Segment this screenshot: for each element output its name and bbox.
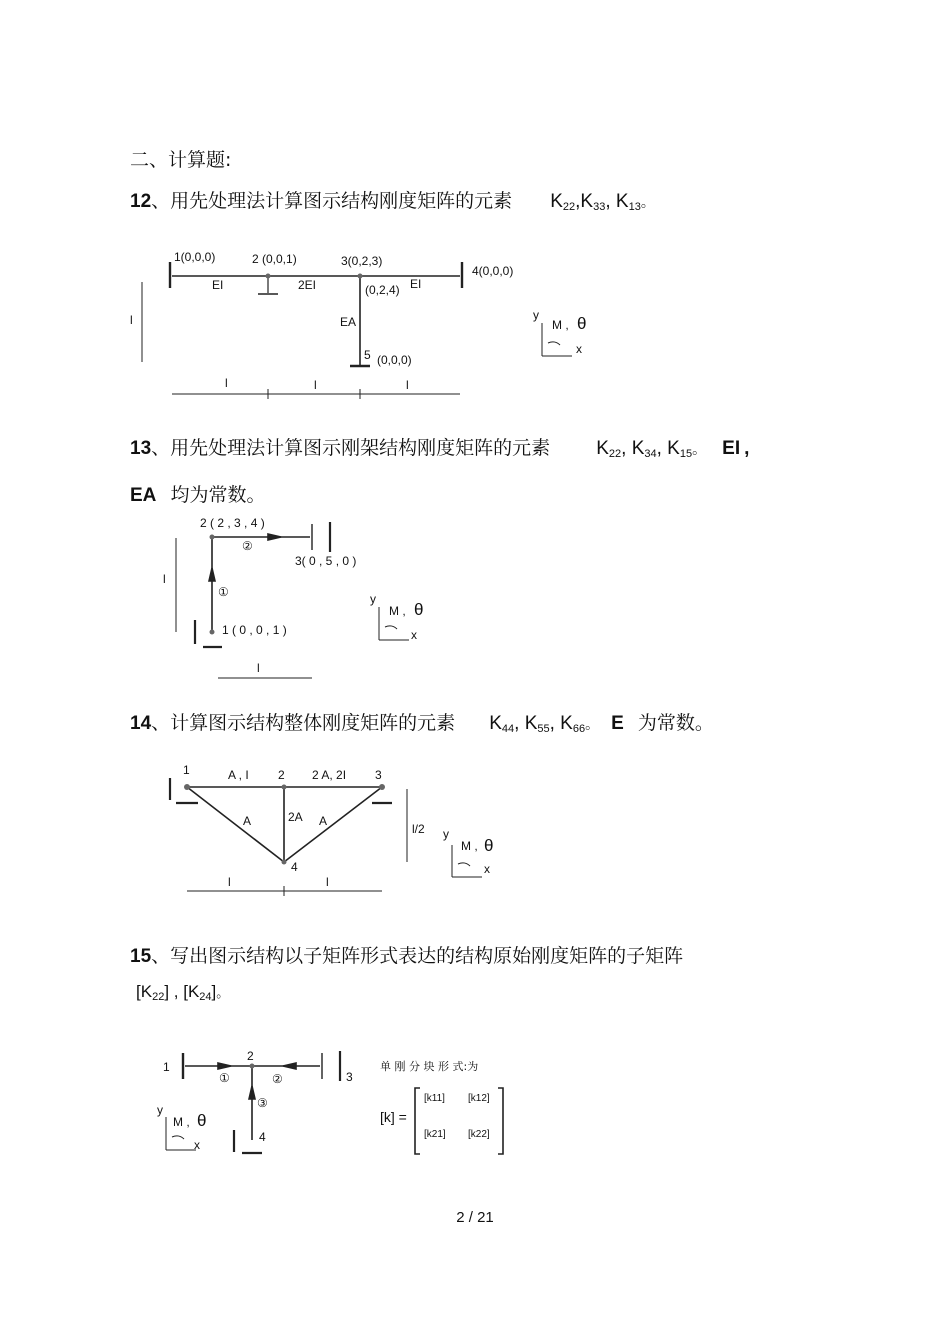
q14-axis-y-label: y xyxy=(443,827,449,841)
q12-axis-m-label: M , xyxy=(552,318,569,332)
q15-number: 15 xyxy=(130,946,152,967)
q12-node-5-code: (0,0,0) xyxy=(377,353,412,367)
q12-ei-2: 2EI xyxy=(298,278,317,292)
q15-k12: [k12] xyxy=(468,1093,490,1104)
q14-number: 14 xyxy=(130,713,152,734)
q13-node-2: 2 ( 2 , 3 , 4 ) xyxy=(200,516,265,530)
q15-matrix-bracket-right xyxy=(498,1088,503,1154)
q13-number: 13 xyxy=(130,438,152,459)
q15-text: 、写出图示结构以子矩阵形式表达的结构原始刚度矩阵的子矩阵 xyxy=(151,945,684,967)
q12-end: 。 xyxy=(640,195,655,211)
q14-axis-x-label: x xyxy=(484,862,490,876)
q15-end: 。 xyxy=(216,985,230,1000)
q14-vertical-area: 2A xyxy=(288,810,303,824)
q13-comma: , xyxy=(744,438,750,459)
q13-arrow-1 xyxy=(209,568,215,581)
q12-dim-l-2: l xyxy=(314,378,317,392)
q12-text: 、用先处理法计算图示结构刚度矩阵的元素 xyxy=(151,190,513,212)
q13-element-3: , $K_{15}$ xyxy=(656,438,693,460)
q14-diag-right xyxy=(284,787,382,862)
q14-top-left-section: A , I xyxy=(228,768,249,782)
q15-block-form-label: 单 刚 分 块 形 式:为 xyxy=(380,1060,479,1073)
q14-dim-l-1: l xyxy=(228,875,231,889)
q13-node-3: 3( 0 , 5 , 0 ) xyxy=(295,554,357,568)
q15-node-2: 2 xyxy=(247,1049,254,1063)
q12-node-2: 2 (0,0,1) xyxy=(252,252,297,266)
q14-constant-note: 为常数。 xyxy=(637,712,714,734)
q13-axis-m-label: M , xyxy=(389,604,406,618)
q12-element-2: $,K_{33}$ xyxy=(575,191,606,213)
q15-theta-label: θ xyxy=(197,1111,207,1130)
q14-element-3: , $K_{66}$ xyxy=(549,713,586,735)
q13-statement xyxy=(130,433,749,460)
q13-axis-y-label: y xyxy=(370,592,376,606)
q15-axis-x-label: x xyxy=(194,1138,200,1152)
q14-axis-m-label: M , xyxy=(461,839,478,853)
q15-node-4: 4 xyxy=(259,1130,266,1144)
section-heading: 二、计算题: xyxy=(130,149,232,171)
q14-node-4: 4 xyxy=(291,860,298,874)
q14-statement xyxy=(130,708,714,735)
q15-k22-block: [k22] xyxy=(468,1129,490,1140)
q15-k11: [k11] xyxy=(424,1093,445,1104)
q14-dim-half: l/2 xyxy=(412,822,425,836)
q15-statement-line2: $[K_{22}]$ , $[K_{24}]$。 xyxy=(136,982,230,1003)
q12-node-1: 1(0,0,0) xyxy=(174,250,216,264)
q12-element-3: , $K_{13}$ xyxy=(605,191,641,213)
q14-theta-label: θ xyxy=(484,836,494,855)
q13-dim-l-vertical: l xyxy=(163,572,166,586)
q14-node-1: 1 xyxy=(183,763,190,777)
q13-constant-note: 均为常数。 xyxy=(170,484,266,506)
q15-k24: K xyxy=(187,982,200,1001)
q15-k24-sub: 24 xyxy=(199,991,212,1003)
q13-dim-l-horizontal: l xyxy=(257,661,260,675)
q14-element-1: $K_{44}$ xyxy=(489,713,515,735)
q12-dim-l-vertical: l xyxy=(130,313,133,327)
q13-end: 。 xyxy=(692,442,707,458)
q12-axis-x-label: x xyxy=(576,342,582,356)
q15-axis-m-label: M , xyxy=(173,1115,190,1129)
q15-k-matrix-lhs: [k] = xyxy=(380,1109,407,1125)
q14-node-3: 3 xyxy=(375,768,382,782)
q15-statement xyxy=(130,941,683,968)
q14-diag-right-area: A xyxy=(319,814,328,828)
q13-theta-label: θ xyxy=(414,600,424,619)
q15-axis-y-label: y xyxy=(157,1103,163,1117)
q13-node-1: 1 ( 0 , 0 , 1 ) xyxy=(222,623,287,637)
q15-k22-sub: 22 xyxy=(152,991,165,1003)
q13-element-circle-1: ① xyxy=(218,585,229,599)
q14-end: 。 xyxy=(585,717,600,733)
q14-diag-left-area: A xyxy=(243,814,252,828)
q14-e: E xyxy=(611,713,624,734)
q12-node-5: 5 xyxy=(364,348,371,362)
q15-matrix-bracket-left xyxy=(415,1088,420,1154)
q12-node-3: 3(0,2,3) xyxy=(341,254,383,268)
q13-text: 、用先处理法计算图示刚架结构刚度矩阵的元素 xyxy=(151,437,551,459)
q14-text: 、计算图示结构整体刚度矩阵的元素 xyxy=(151,712,456,734)
q12-dim-l-1: l xyxy=(225,376,228,390)
q13-ei: EI xyxy=(722,438,741,459)
page-number: 2 / 21 xyxy=(456,1209,494,1226)
q14-node-2: 2 xyxy=(278,768,285,782)
q12-number: 12 xyxy=(130,191,152,212)
q15-k22: K xyxy=(140,982,153,1001)
q15-node-3: 3 xyxy=(346,1070,353,1084)
q13-element-circle-2: ② xyxy=(242,539,253,553)
q12-element-1: $K_{22}$ xyxy=(550,191,576,213)
q12-ei-1: EI xyxy=(212,278,224,292)
q15-k21: [k21] xyxy=(424,1129,446,1140)
q12-dim-l-3: l xyxy=(406,378,409,392)
q13-ea: EA xyxy=(130,485,157,506)
q12-node-4: 4(0,0,0) xyxy=(472,264,514,278)
q14-dim-l-2: l xyxy=(326,875,329,889)
q14-element-2: , $K_{55}$ xyxy=(514,713,550,735)
q12-statement xyxy=(130,186,655,213)
q15-element-circle-3: ③ xyxy=(257,1096,268,1110)
q13-element-2: , $K_{34}$ xyxy=(621,438,657,460)
q13-element-1: $K_{22}$ xyxy=(596,438,622,460)
q14-diag-left xyxy=(187,787,284,862)
q15-element-circle-1: ① xyxy=(219,1071,230,1085)
q13-arrow-2 xyxy=(268,534,281,540)
q13-axis-x-label: x xyxy=(411,628,417,642)
q15-node-1: 1 xyxy=(163,1060,170,1074)
q15-element-circle-2: ② xyxy=(272,1072,283,1086)
q12-node-3-column: (0,2,4) xyxy=(365,283,400,297)
q12-ei-3: EI xyxy=(410,277,422,291)
q12-axis-y-label: y xyxy=(533,308,539,322)
q14-top-right-section: 2 A, 2I xyxy=(312,768,347,782)
q12-ea: EA xyxy=(340,315,357,329)
q13-statement-line2 xyxy=(130,480,265,507)
q12-theta-label: θ xyxy=(577,314,587,333)
